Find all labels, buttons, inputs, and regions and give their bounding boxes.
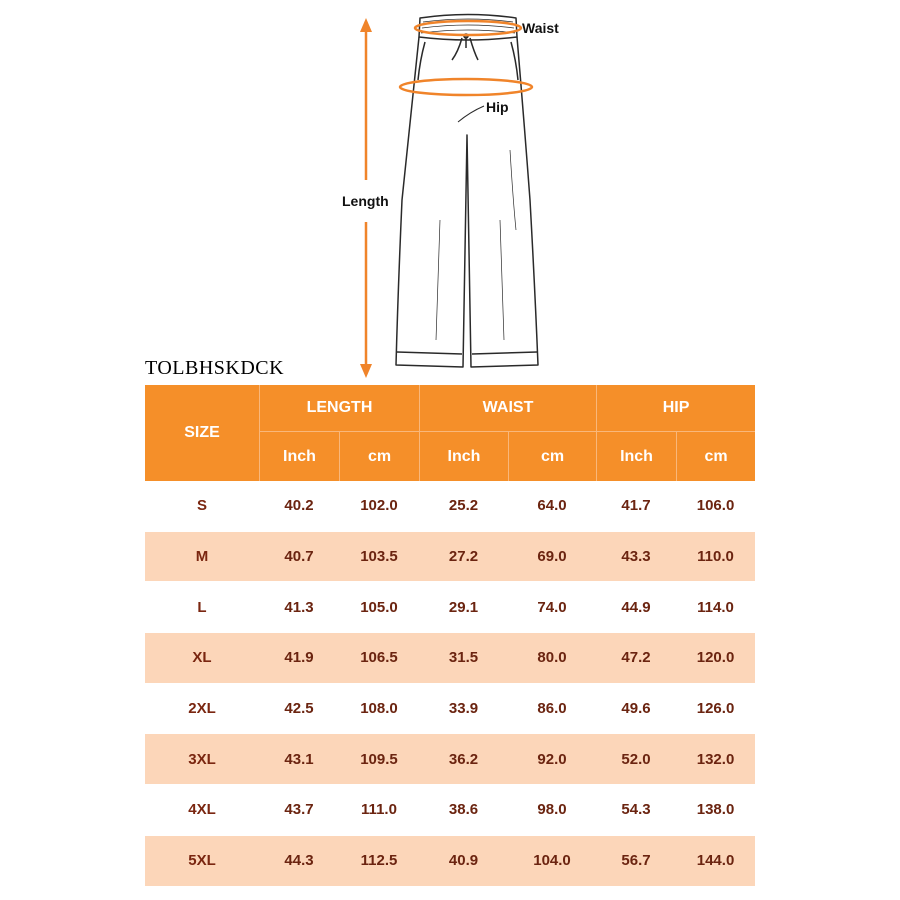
length-inch-cell: 42.5 <box>259 684 339 735</box>
hip-cm-cell: 126.0 <box>676 684 755 735</box>
size-cell: XL <box>145 633 259 684</box>
length-cm-cell: 106.5 <box>339 633 419 684</box>
unit-header-length-inch: Inch <box>259 432 339 481</box>
length-cm-cell: 112.5 <box>339 836 419 887</box>
waist-inch-cell: 29.1 <box>419 582 508 633</box>
length-cm-cell: 105.0 <box>339 582 419 633</box>
hip-inch-cell: 54.3 <box>596 785 676 836</box>
hip-inch-cell: 56.7 <box>596 836 676 887</box>
length-inch-cell: 40.2 <box>259 481 339 532</box>
waist-cm-cell: 104.0 <box>508 836 596 887</box>
length-label: Length <box>342 193 389 209</box>
length-inch-cell: 41.9 <box>259 633 339 684</box>
length-cm-cell: 108.0 <box>339 684 419 735</box>
unit-header-hip-inch: Inch <box>596 432 676 481</box>
hip-inch-cell: 47.2 <box>596 633 676 684</box>
table-row <box>145 633 755 684</box>
size-cell: S <box>145 481 259 532</box>
waist-cm-cell: 64.0 <box>508 481 596 532</box>
hip-pointer-line <box>458 106 484 122</box>
hip-inch-cell: 49.6 <box>596 684 676 735</box>
pants-diagram <box>0 0 900 385</box>
hip-inch-cell: 44.9 <box>596 582 676 633</box>
hip-group-header: HIP <box>596 385 755 432</box>
brand-name: TOLBHSKDCK <box>145 357 285 379</box>
hip-inch-cell: 43.3 <box>596 532 676 583</box>
hip-cm-cell: 110.0 <box>676 532 755 583</box>
length-cm-cell: 109.5 <box>339 734 419 785</box>
waist-group-header: WAIST <box>419 385 596 432</box>
size-cell: L <box>145 582 259 633</box>
table-row <box>145 734 755 785</box>
waist-cm-cell: 69.0 <box>508 532 596 583</box>
waist-label: Waist <box>522 20 559 36</box>
waist-inch-cell: 40.9 <box>419 836 508 887</box>
table-row <box>145 481 755 532</box>
table-row <box>145 532 755 583</box>
size-cell: 3XL <box>145 734 259 785</box>
length-inch-cell: 43.1 <box>259 734 339 785</box>
unit-header-waist-inch: Inch <box>419 432 508 481</box>
length-cm-cell: 103.5 <box>339 532 419 583</box>
waist-inch-cell: 27.2 <box>419 532 508 583</box>
length-group-header: LENGTH <box>259 385 419 432</box>
size-chart-table <box>145 385 755 887</box>
size-cell: 5XL <box>145 836 259 887</box>
hip-inch-cell: 41.7 <box>596 481 676 532</box>
length-cm-cell: 102.0 <box>339 481 419 532</box>
hip-label: Hip <box>486 99 509 115</box>
size-cell: M <box>145 532 259 583</box>
waist-inch-cell: 25.2 <box>419 481 508 532</box>
length-inch-cell: 44.3 <box>259 836 339 887</box>
unit-header-length-cm: cm <box>339 432 419 481</box>
hip-cm-cell: 120.0 <box>676 633 755 684</box>
table-row <box>145 836 755 887</box>
waist-cm-cell: 80.0 <box>508 633 596 684</box>
hip-cm-cell: 144.0 <box>676 836 755 887</box>
table-row <box>145 582 755 633</box>
size-cell: 4XL <box>145 785 259 836</box>
waist-inch-cell: 38.6 <box>419 785 508 836</box>
length-inch-cell: 40.7 <box>259 532 339 583</box>
length-inch-cell: 43.7 <box>259 785 339 836</box>
hip-measure-ellipse <box>400 79 532 95</box>
table-row <box>145 684 755 735</box>
waist-measure-ellipse <box>415 21 521 35</box>
waist-cm-cell: 92.0 <box>508 734 596 785</box>
table-row <box>145 785 755 836</box>
hip-cm-cell: 138.0 <box>676 785 755 836</box>
waist-cm-cell: 98.0 <box>508 785 596 836</box>
size-cell: 2XL <box>145 684 259 735</box>
hip-cm-cell: 106.0 <box>676 481 755 532</box>
waist-inch-cell: 33.9 <box>419 684 508 735</box>
pants-outline-icon <box>396 15 538 368</box>
length-inch-cell: 41.3 <box>259 582 339 633</box>
size-column-header: SIZE <box>145 385 259 481</box>
hip-inch-cell: 52.0 <box>596 734 676 785</box>
waist-inch-cell: 31.5 <box>419 633 508 684</box>
waist-inch-cell: 36.2 <box>419 734 508 785</box>
unit-header-waist-cm: cm <box>508 432 596 481</box>
waist-cm-cell: 86.0 <box>508 684 596 735</box>
hip-cm-cell: 132.0 <box>676 734 755 785</box>
length-cm-cell: 111.0 <box>339 785 419 836</box>
waist-cm-cell: 74.0 <box>508 582 596 633</box>
hip-cm-cell: 114.0 <box>676 582 755 633</box>
unit-header-hip-cm: cm <box>676 432 755 481</box>
